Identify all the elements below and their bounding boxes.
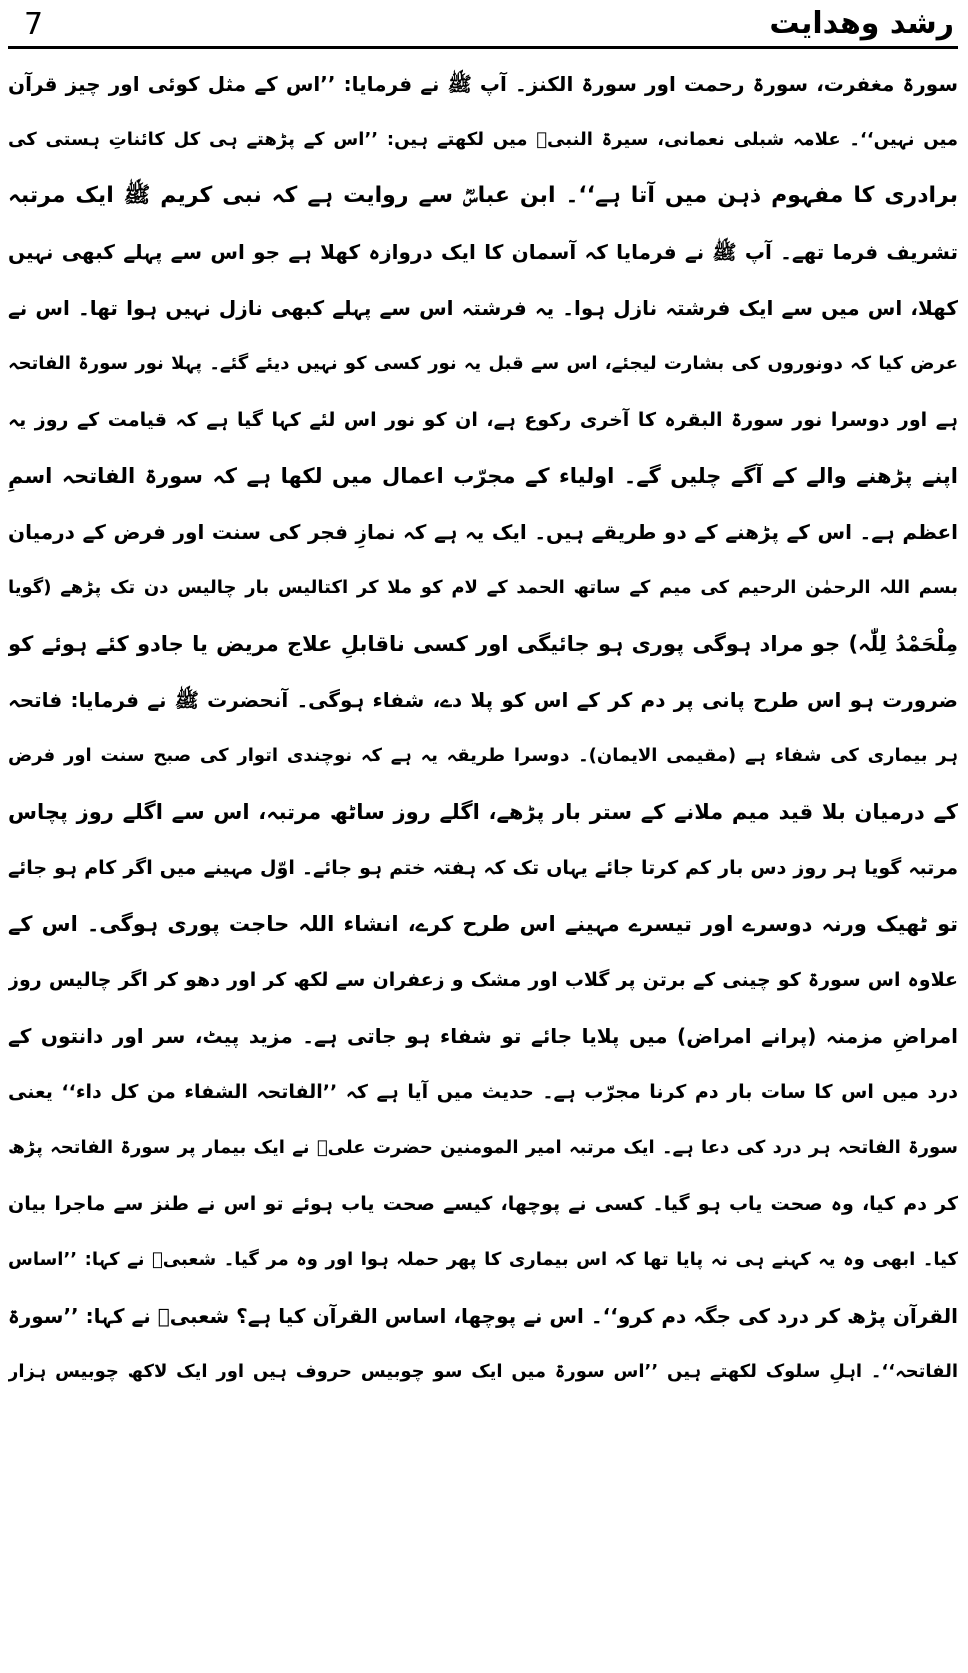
text-line: اپنے پڑھنے والے کے آگے چلیں گے۔ اولیاء کے مجرّب اعمال میں لکھا ہے کہ سورۃ الفاتحہ اسمِ [8,464,958,488]
text-line: سورۃ مغفرت، سورۃ رحمت اور سورۃ الکنز۔ آپ ﷺ نے فرمایا: ’’اس کے مثل کوئی اور چیز قرآن [8,72,958,96]
text-line: ہر بیماری کی شفاء ہے (مقیمی الایمان)۔ دوسرا طریقہ یہ ہے کہ نوچندی اتوار کی صبح سنت اور فرض [8,745,958,766]
running-title: رشد وھدایت [769,6,954,41]
text-line: کھلا، اس میں سے ایک فرشتہ نازل ہوا۔ یہ فرشتہ اس سے پہلے کبھی نازل نہیں ہوا تھا۔ اس نے [8,296,958,320]
body-text [8,56,958,1668]
text-line: تو ٹھیک ورنہ دوسرے اور تیسرے مہینے اس طرح کرے، انشاء اللہ حاجت پوری ہوگی۔ اس کے [8,912,958,936]
page-header [10,6,960,46]
text-line: عرض کیا کہ دونوروں کی بشارت لیجئے، اس سے قبل یہ نور کسی کو نہیں دیئے گئے۔ پہلا نور سورۃ الفاتحہ [8,353,958,374]
text-line: کر دم کیا، وہ صحت یاب ہو گیا۔ کسی نے پوچھا، کیسے صحت یاب ہوئے تو اس نے طنز سے ماجرا بیان [8,1193,958,1215]
text-line: امراضِ مزمنہ (پرانے امراض) میں پلایا جائے تو شفاء ہو جاتی ہے۔ مزید پیٹ، سر اور دانتوں کے [8,1024,958,1048]
text-line: کیا۔ ابھی وہ یہ کہنے ہی نہ پایا تھا کہ اس بیماری کا پھر حملہ ہوا اور وہ مر گیا۔ شعبیؒ نے کہا: ’’اساس [8,1249,958,1270]
text-line: بسم اللہ الرحمٰن الرحیم کی میم کے ساتھ الحمد کے لام کو ملا کر اکتالیس بار چالیس دن تک پڑھے (گویا [8,577,958,598]
page-number: 7 [24,7,44,42]
text-line: القرآن پڑھ کر درد کی جگہ دم کرو‘‘۔ اس نے پوچھا، اساس القرآن کیا ہے؟ شعبیؒ نے کہا: ’’سورۃ [8,1304,958,1328]
text-line: تشریف فرما تھے۔ آپ ﷺ نے فرمایا کہ آسمان کا ایک دروازہ کھلا ہے جو اس سے پہلے کبھی نہیں [8,240,958,264]
text-line: سورۃ الفاتحہ ہر درد کی دعا ہے۔ ایک مرتبہ امیر المومنین حضرت علیؓ نے ایک بیمار پر سورۃ الفاتحہ پڑھ [8,1137,958,1158]
text-line: مرتبہ گویا ہر روز دس بار کم کرتا جائے یہاں تک کہ ہفتہ ختم ہو جائے۔ اوّل مہینے میں اگر کام ہو جائے [8,857,958,879]
text-line: علاوہ اس سورۃ کو چینی کے برتن پر گلاب اور مشک و زعفران سے لکھ کر اور دھو کر اگر چالیس روز [8,969,958,991]
text-line: ضرورت ہو اس طرح پانی پر دم کر کے اس کو پلا دے، شفاء ہوگی۔ آنحضرت ﷺ نے فرمایا: فاتحہ [8,688,958,712]
text-line: الفاتحہ‘‘۔ اہلِ سلوک لکھتے ہیں ’’اس سورۃ میں ایک سو چوبیس حروف ہیں اور ایک لاکھ چوبیس ہزار [8,1361,958,1382]
header-rule [8,46,958,49]
text-line: برادری کا مفہوم ذہن میں آتا ہے‘‘۔ ابن عباسؓ سے روایت ہے کہ نبی کریم ﷺ ایک مرتبہ [8,183,958,208]
text-line: مِلْحَمْدُ لِلّٰہ) جو مراد ہوگی پوری ہو جائیگی اور کسی ناقابلِ علاج مریض یا جادو کئے ہوئے کو [8,632,958,656]
text-line: کے درمیان بلا قید میم ملانے کے ستر بار پڑھے، اگلے روز ساٹھ مرتبہ، اس سے اگلے روز پچاس [8,800,958,824]
text-line: ہے اور دوسرا نور سورۃ البقرہ کا آخری رکوع ہے، ان کو نور اس لئے کہا گیا ہے کہ قیامت کے روز یہ [8,409,958,431]
text-line: درد میں اس کا سات بار دم کرنا مجرّب ہے۔ حدیث میں آیا ہے کہ ’’الفاتحہ الشفاء من کل داء‘‘ یعنی [8,1081,958,1103]
text-line: اعظم ہے۔ اس کے پڑھنے کے دو طریقے ہیں۔ ایک یہ ہے کہ نمازِ فجر کی سنت اور فرض کے درمیان [8,520,958,544]
text-line: میں نہیں‘‘۔ علامہ شبلی نعمانی، سیرۃ النبیؐ میں لکھتے ہیں: ’’اس کے پڑھتے ہی کل کائناتِ ہستی کی [8,129,958,150]
